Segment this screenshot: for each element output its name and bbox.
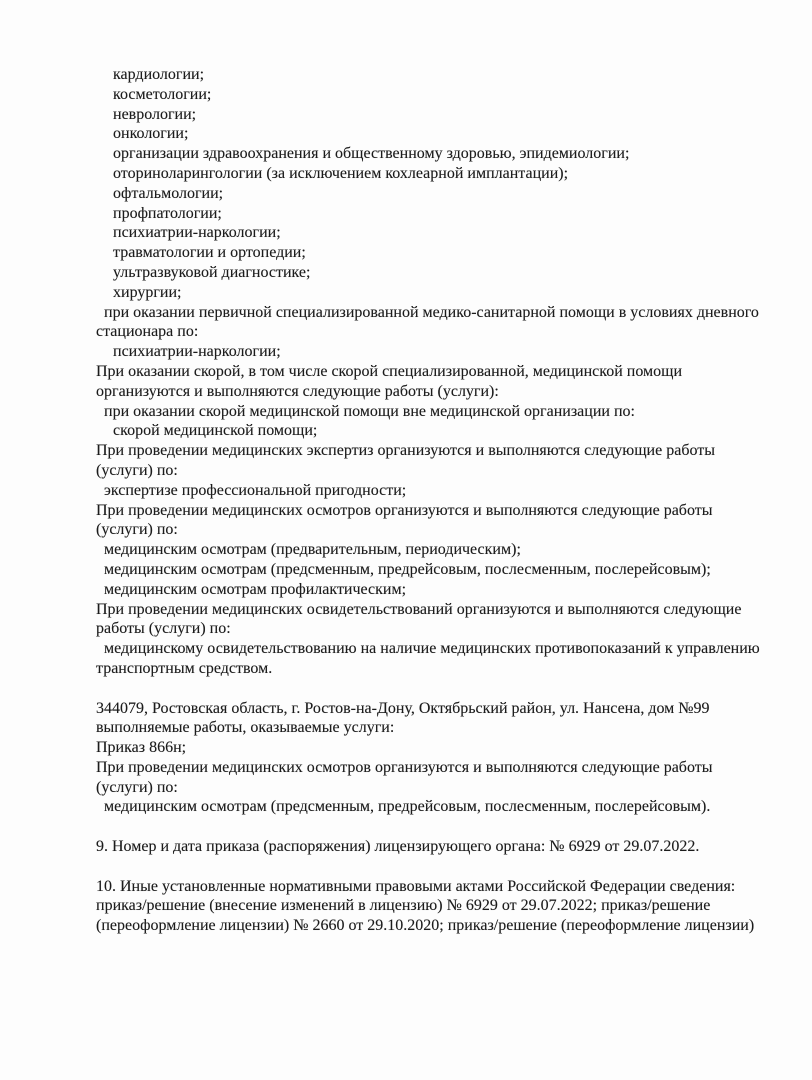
paragraph-line: (услуги) по: xyxy=(96,521,178,539)
condition-line: при оказании скорой медицинской помощи вне медицинской организации по: xyxy=(104,402,635,420)
specialty-list-item: онкологии; xyxy=(113,125,189,143)
document-page xyxy=(96,65,796,936)
specialty-list-item: психиатрии-наркологии; xyxy=(113,224,281,242)
service-list-item: экспертизе профессиональной пригодности; xyxy=(104,481,407,499)
order-number-line: 9. Номер и дата приказа (распоряжения) лицензирующего органа: № 6929 от 29.07.2022. xyxy=(96,838,700,856)
specialty-list-item: травматологии и ортопедии; xyxy=(113,244,306,262)
order-reference-line: Приказ 866н; xyxy=(96,739,187,757)
specialty-list-item: косметологии; xyxy=(113,85,212,103)
specialty-list-item: психиатрии-наркологии; xyxy=(113,343,281,361)
blank-line xyxy=(96,679,796,699)
specialty-list-item: ультразвуковой диагностике; xyxy=(113,263,311,281)
specialty-list-item: хирургии; xyxy=(113,283,182,301)
paragraph-line: организуются и выполняются следующие работы (услуги): xyxy=(96,382,499,400)
other-info-line: 10. Иные установленные нормативными правовыми актами Российской Федерации сведения: xyxy=(96,877,736,895)
service-list-item: медицинским осмотрам (предсменным, предрейсовым, послесменным, послерейсовым); xyxy=(104,560,711,578)
service-list-item: медицинским осмотрам (предсменным, предрейсовым, послесменным, послерейсовым). xyxy=(104,798,711,816)
specialty-list-item: организации здравоохранения и общественному здоровью, эпидемиологии; xyxy=(113,145,630,163)
paragraph-line: выполняемые работы, оказываемые услуги: xyxy=(96,719,395,737)
condition-line: при оказании первичной специализированной медико-санитарной помощи в условиях дневного xyxy=(104,303,759,321)
specialty-list-item: профпатологии; xyxy=(113,204,222,222)
paragraph-line: транспортным средством. xyxy=(96,659,273,677)
paragraph-line: (услуги) по: xyxy=(96,461,178,479)
paragraph-line: При проведении медицинских экспертиз организуются и выполняются следующие работы xyxy=(96,442,715,460)
specialty-list-item: неврологии; xyxy=(113,105,197,123)
paragraph-line: (услуги) по: xyxy=(96,778,178,796)
address-line: 344079, Ростовская область, г. Ростов-на-Дону, Октябрьский район, ул. Нансена, дом №99 xyxy=(96,699,710,717)
paragraph-line: При проведении медицинских осмотров организуются и выполняются следующие работы xyxy=(96,501,713,519)
condition-line-continuation: стационара по: xyxy=(96,323,199,341)
specialty-list-item: скорой медицинской помощи; xyxy=(113,422,318,440)
blank-line xyxy=(96,857,796,877)
other-info-line: приказ/решение (внесение изменений в лицензию) № 6929 от 29.07.2022; приказ/решение xyxy=(96,897,711,915)
specialty-list-item: оториноларингологии (за исключением кохлеарной имплантации); xyxy=(113,164,569,182)
service-list-item: медицинским осмотрам профилактическим; xyxy=(104,580,407,598)
paragraph-line: При оказании скорой, в том числе скорой специализированной, медицинской помощи xyxy=(96,362,683,380)
paragraph-line: При проведении медицинских осмотров организуются и выполняются следующие работы xyxy=(96,758,713,776)
blank-line xyxy=(96,817,796,837)
paragraph-line: работы (услуги) по: xyxy=(96,620,231,638)
service-list-item: медицинским осмотрам (предварительным, периодическим); xyxy=(104,541,521,559)
paragraph-line: При проведении медицинских освидетельствований организуются и выполняются следующие xyxy=(96,600,742,618)
service-list-item: медицинскому освидетельствованию на наличие медицинских противопоказаний к управлению xyxy=(104,640,760,658)
specialty-list-item: кардиологии; xyxy=(113,66,205,83)
specialty-list-item: офтальмологии; xyxy=(113,184,224,202)
other-info-line: (переоформление лицензии) № 2660 от 29.10.2020; приказ/решение (переоформление лицензии) xyxy=(96,917,755,935)
